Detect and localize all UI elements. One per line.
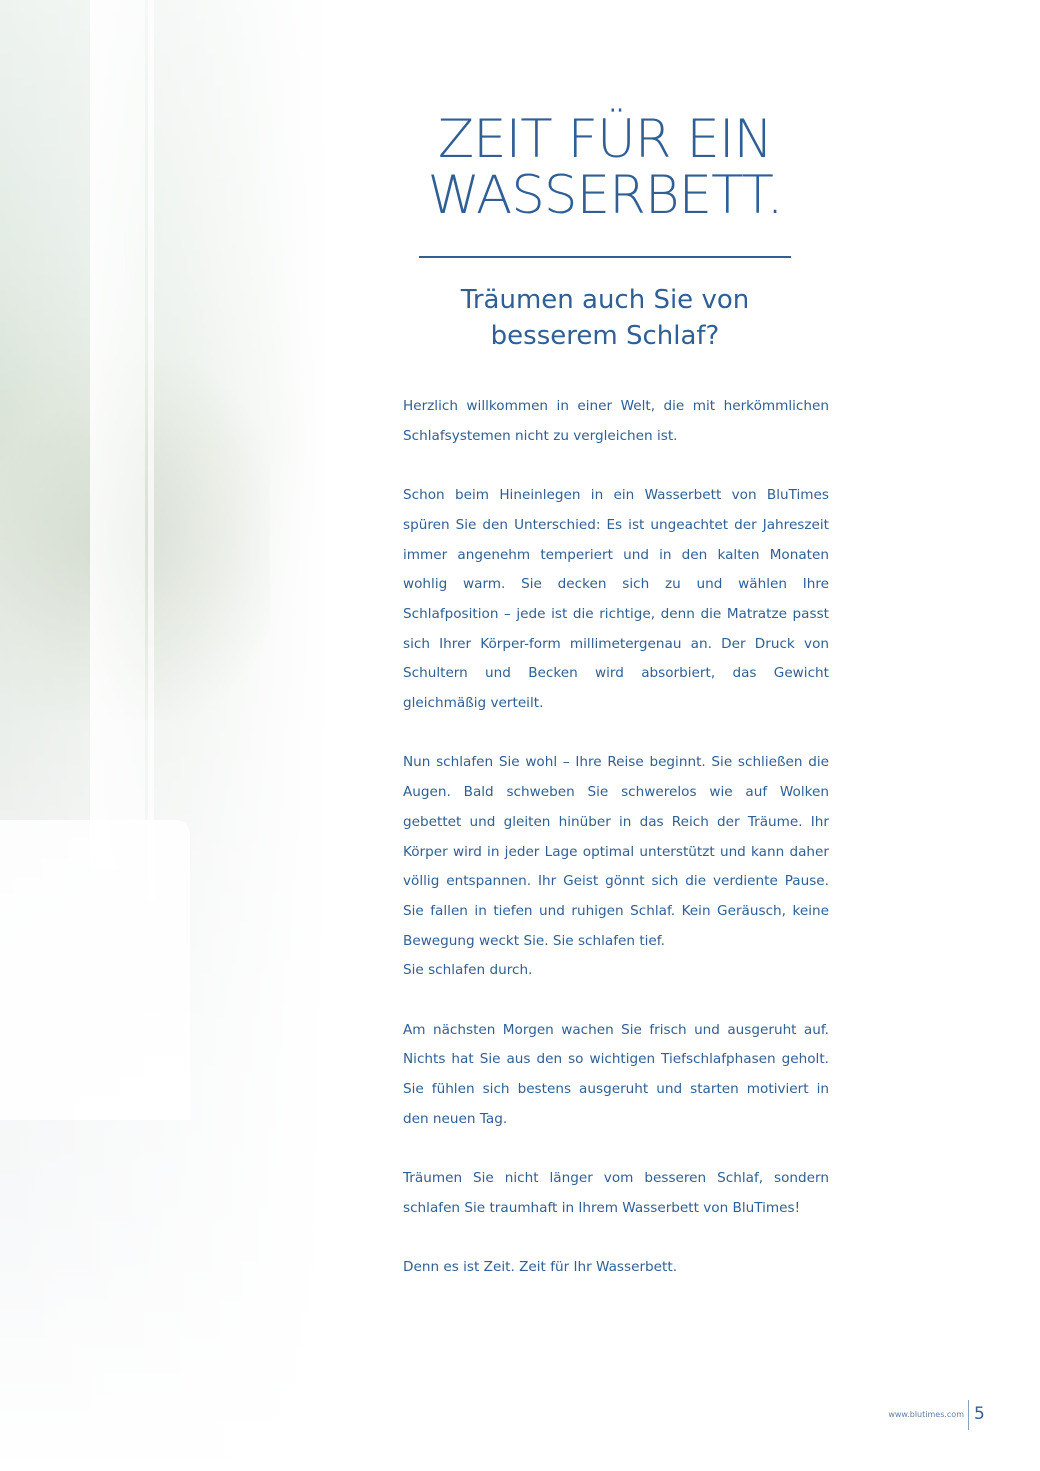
page-number: 5 [974, 1404, 985, 1424]
page-subtitle: Träumen auch Sie von besserem Schlaf? [460, 285, 750, 351]
paragraph-closing: Denn es ist Zeit. Zeit für Ihr Wasserbett. [403, 1259, 678, 1276]
background-photo [0, 0, 330, 1471]
background-sofa [0, 820, 190, 1120]
footer-url[interactable]: www.blutimes.com [888, 1410, 964, 1419]
background-window-frame [90, 0, 145, 870]
paragraph-call-to-action: Träumen Sie nicht länger vom besseren Schlaf, sondern schlafen Sie traumhaft in Ihrem Wasserbett von BluTimes! [403, 1170, 829, 1216]
paragraph-experience: Schon beim Hineinlegen in ein Wasserbett von BluTimes spüren Sie den Unterschied: Es ist ungeachtet der Jahreszeit immer angenehm temperiert und in den kalten Monaten wohlig warm. Sie decken sich zu und wählen Ihre Schlafposition – jede ist die richtige, denn die Matratze passt sich Ihrer Körper-form millimetergenau an. Der Druck von Schultern und Becken wird absorbiert, das Gewicht gleichmäßig verteilt. [403, 487, 829, 712]
paragraph-sleep: Nun schlafen Sie wohl – Ihre Reise beginnt. Sie schließen die Augen. Bald schweben Sie schwerelos wie auf Wolken gebettet und gleiten hinüber in das Reich der Träume. Ihr Körper wird in jeder Lage optimal unterstützt und kann daher völlig entspannen. Ihr Geist gönnt sich die verdiente Pause. Sie fallen in tiefen und ruhigen Schlaf. Kein Geräusch, keine Bewegung weckt Sie. Sie schlafen tief. Sie schlafen durch. [403, 754, 829, 979]
paragraph-morning: Am nächsten Morgen wachen Sie frisch und ausgeruht auf. Nichts hat Sie aus den so wichtigen Tiefschlafphasen geholt. Sie fühlen sich bestens ausgeruht und starten motiviert in den neuen Tag. [403, 1021, 829, 1127]
footer-divider [968, 1400, 969, 1430]
page-title: ZEIT FÜR EIN WASSERBETT. [427, 109, 783, 226]
title-divider [419, 256, 791, 258]
background-window-edge [148, 0, 154, 900]
paragraph-welcome: Herzlich willkommen in einer Welt, die mit herkömmlichen Schlafsystemen nicht zu vergleichen ist. [403, 398, 829, 444]
body-text [403, 392, 829, 1313]
